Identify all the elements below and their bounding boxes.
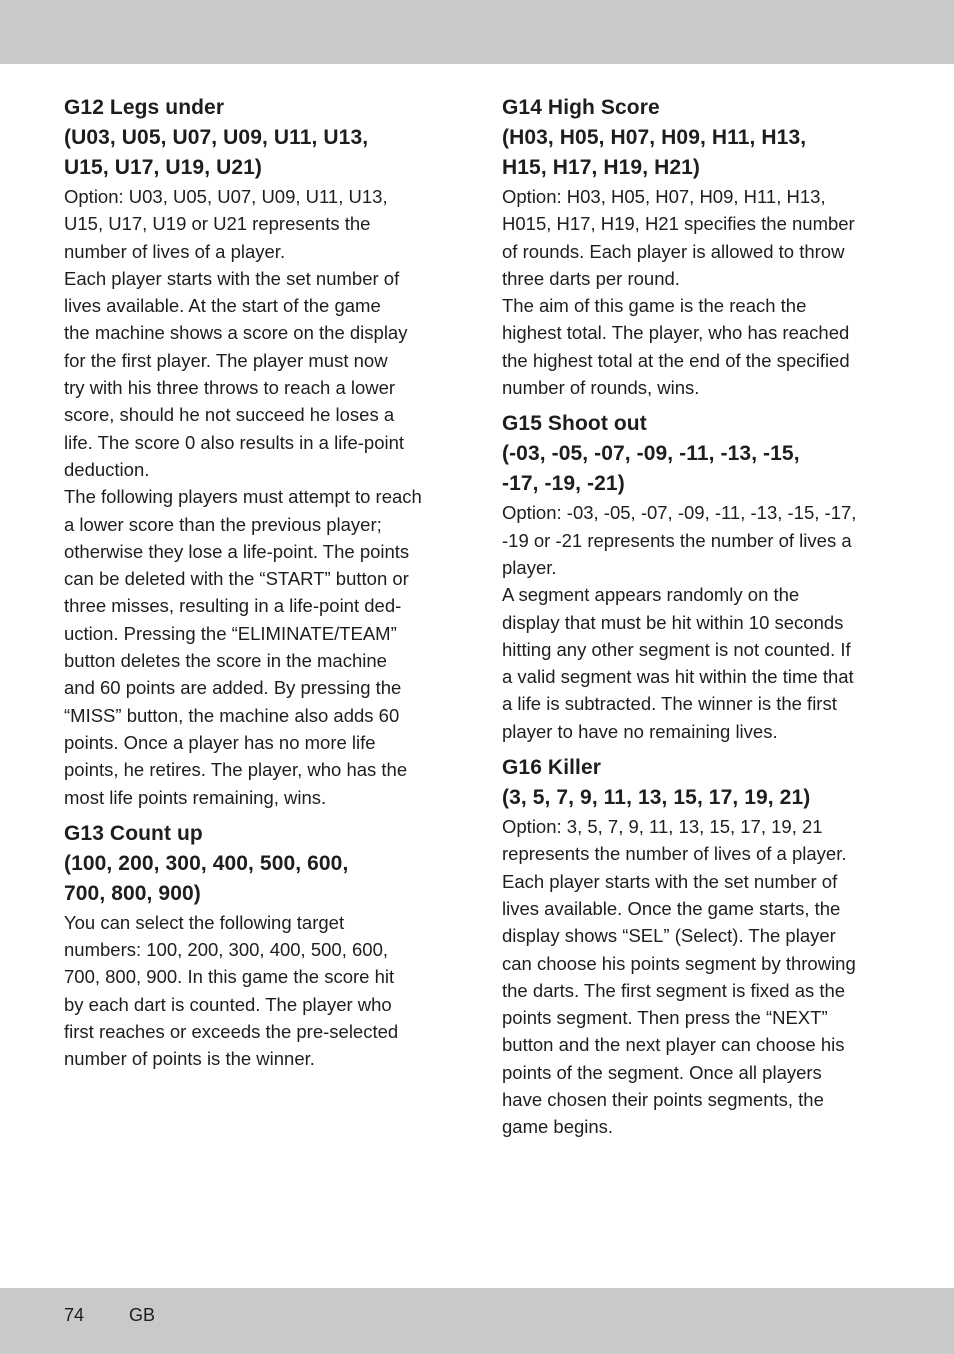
page-number: 74 [64, 1305, 85, 1325]
section-body: Option: 3, 5, 7, 9, 11, 13, 15, 17, 19, 21 represents the number of lives of a player. Each player starts with the set number of lives available. Once the game starts, the display shows “SEL” (Select). The player can choose his points segment by throwing the darts. The first segment is fixed as the points segment. Then press the “NEXT” button and the next player can choose his points of the segment. Once all players have chosen their points segments, the game begins. [502, 816, 856, 1138]
section-body: Option: -03, -05, -07, -09, -11, -13, -15, -17, -19 or -21 represents the number of lives a player. A segment appears randomly on the display that must be hit within 10 seconds hitting any other segment is not counted. If a valid segment was hit within the time that a life is subtracted. The winner is the first player to have no remaining lives. [502, 502, 857, 742]
right-column [502, 93, 892, 1149]
section-heading: G12 Legs under (U03, U05, U07, U09, U11, U13, U15, U17, U19, U21) [64, 96, 369, 179]
section-g12 [64, 93, 456, 811]
section-heading: G15 Shoot out (-03, -05, -07, -09, -11, -13, -15, -17, -19, -21) [502, 412, 800, 496]
section-g13 [64, 819, 456, 1073]
section-body: You can select the following target numbers: 100, 200, 300, 400, 500, 600, 700, 800, 900. In this game the score hit by each dart is counted. The player who first reaches or exceeds the pre-selected number of points is the winner. [64, 911, 399, 1070]
section-body: Option: U03, U05, U07, U09, U11, U13, U15, U17, U19 or U21 represents the number of lives of a player. Each player starts with the set number of lives available. At the start of the game the machine shows a score on the display for the first player. The player must now try with his three throws to reach a lower score, should he not succeed he loses a life. The score 0 also results in a life-point deduction. The following players must attempt to reach a lower score than the previous player; otherwise they lose a life-point. The points can be deleted with the “START” button or three misses, resulting in a life-point ded- uction. Pressing the “ELIMINATE/TEAM” button deletes the score in the machine and 60 points are added. By pressing the “MISS” button, the machine also adds 60 points. Once a player has no more life points, he retires. The player, who has the most life points remaining, wins. [64, 186, 422, 808]
section-g14 [502, 93, 892, 401]
section-body: Option: H03, H05, H07, H09, H11, H13, H015, H17, H19, H21 specifies the number of rounds. Each player is allowed to throw three darts per round. The aim of this game is the reach the highest total. The player, who has reached the highest total at the end of the specified number of rounds, wins. [502, 186, 855, 399]
language-code: GB [129, 1305, 156, 1325]
header-band [0, 0, 954, 64]
section-heading: G13 Count up (100, 200, 300, 400, 500, 600, 700, 800, 900) [64, 821, 349, 905]
section-heading: G16 Killer (3, 5, 7, 9, 11, 13, 15, 17, 19, 21) [502, 756, 811, 810]
section-heading: G14 High Score (H03, H05, H07, H09, H11, H13, H15, H17, H19, H21) [502, 96, 807, 179]
section-g15 [502, 409, 892, 745]
section-g16 [502, 753, 892, 1141]
left-column [64, 93, 456, 1081]
